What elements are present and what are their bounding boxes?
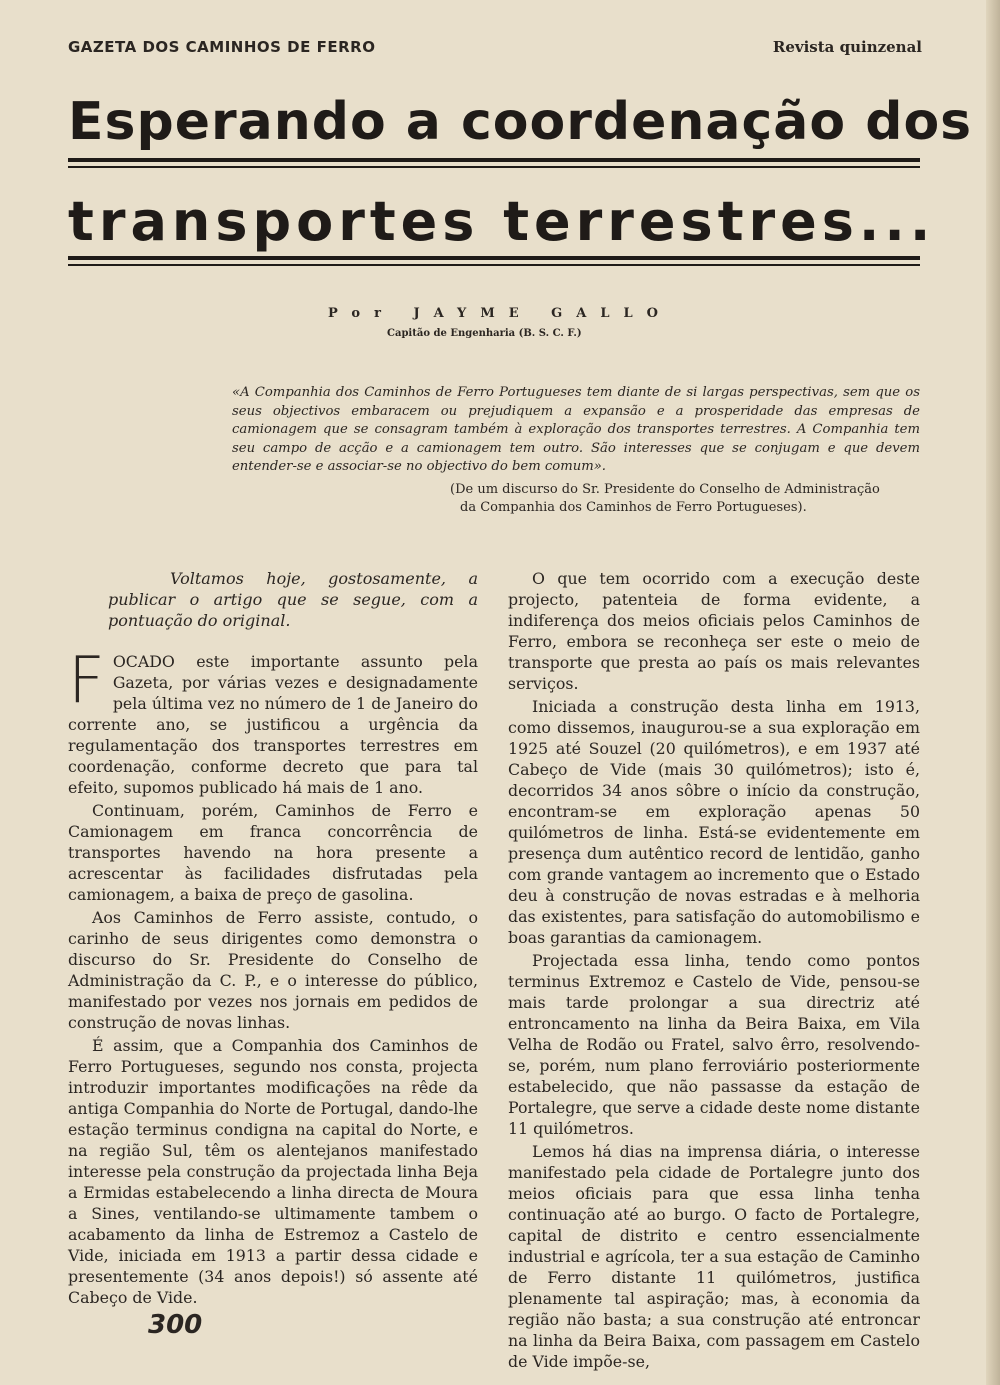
column-right (508, 568, 920, 1374)
paragraph-1-lead: OCADO (112, 652, 175, 671)
paragraph-2: Continuam, porém, Caminhos de Ferro e Camionagem em franca concorrência de transportes havendo na hora presente a acrescentar às facilidades disfrutadas pela camionagem, a baixa de preço de gasolina. (68, 801, 478, 904)
article-title-line2: transportes terrestres... (68, 190, 936, 253)
author-byline: Por JAYME GALLO (328, 306, 672, 321)
editor-intro: Voltamos hoje, gostosamente, a publicar o artigo que se segue, com a pontuação do original. (108, 569, 478, 630)
epigraph-attribution (450, 481, 920, 517)
paragraph-7: Projectada essa linha, tendo como pontos terminus Extremoz e Castelo de Vide, pensou-se mais tarde prolongar a sua directriz até entroncamento na linha da Beira Baixa, em Vila Velha de Rodão ou Fratel, salvo êrro, resolvendo-se, porém, num plano ferroviário posteriormente estabelecido, que não passasse da estação de Portalegre, que serve a cidade deste nome distante 11 quilómetros. (508, 951, 920, 1138)
paragraph-1 (68, 644, 478, 798)
journal-subtitle: Revista quinzenal (772, 38, 922, 56)
paragraph-1-text: este importante assunto pela Gazeta, por várias vezes e designadamente pela última vez no número de 1 de Janeiro do corrente ano, se justificou a urgência da regulamentação dos transportes terrestres em coordenação, conforme decreto que para tal efeito, supomos publicado há mais de 1 ano. (68, 652, 478, 797)
paragraph-5: O que tem ocorrido com a execução deste projecto, patenteia de forma evidente, a indiferença dos meios oficiais pelos Caminhos de Ferro, embora se reconheça ser este o meio de transporte que presta ao país os mais relevantes serviços. (508, 569, 920, 693)
title-rule-top (68, 158, 920, 162)
title-rule-bottom-thin (68, 264, 920, 266)
attribution-line1: (De um discurso do Sr. Presidente do Conselho de Administração (450, 482, 880, 497)
title-rule-bottom (68, 256, 920, 260)
page-edge (986, 0, 1000, 1385)
author-position: Capitão de Engenharia (B. S. C. F.) (387, 328, 582, 339)
paragraph-6: Iniciada a construção desta linha em 1913, como dissemos, inaugurou-se a sua exploração em 1925 até Souzel (20 quilómetros), e em 1937 até Cabeço de Vide (mais 30 quilómetros); isto é, decorridos 34 anos sôbre o início da construção, encontram-se em exploração apenas 50 quilómetros de linha. Está-se evidentemente em presença dum autêntico record de lentidão, ganho com grande vantagem ao incremento que o Estado deu à construção de novas estradas e à melhoria das existentes, para satisfação do automobilismo e boas garantias da camionagem. (508, 697, 920, 947)
page-number: 300 (148, 1310, 203, 1340)
title-rule-top-thin (68, 166, 920, 168)
drop-cap: F (68, 644, 105, 718)
paragraph-8: Lemos há dias na imprensa diária, o interesse manifestado pela cidade de Portalegre junto dos meios oficiais para que essa linha tenha continuação até ao burgo. O facto de Portalegre, capital de distrito e centro essencialmente industrial e agrícola, ter a sua estação de Caminho de Ferro distante 11 quilómetros, justifica plenamente tal aspiração; mas, à economia da região não basta; a sua construção até entroncar na linha da Beira Baixa, com passagem em Castelo de Vide impõe-se, (508, 1142, 920, 1371)
journal-title: GAZETA DOS CAMINHOS DE FERRO (68, 38, 376, 56)
column-left (68, 568, 478, 1310)
epigraph-quote: «A Companhia dos Caminhos de Ferro Portugueses tem diante de si largas perspectivas, sem que os seus objectivos embaracem ou prejudiquem a expansão e a prosperidade das empresas de camionagem que se consagram também à exploração dos transportes terrestres. A Companhia tem seu campo de acção e a camionagem tem outro. São interesses que se conjugam e que devem entender-se e associar-se no objectivo do bem comum». (232, 385, 920, 474)
attribution-line2: da Companhia dos Caminhos de Ferro Portugueses). (460, 500, 807, 515)
article-title-line1: Esperando a coordenação dos (68, 92, 973, 152)
paragraph-4: É assim, que a Companhia dos Caminhos de Ferro Portugueses, segundo nos consta, projecta introduzir importantes modificações na rêde da antiga Companhia do Norte de Portugal, dando-lhe estação terminus condigna na capital do Norte, e na região Sul, têm os alentejanos manifestado interesse pela construção da projectada linha Beja a Ermidas estabelecendo a linha directa de Moura a Sines, ventilando-se ultimamente tambem o acabamento da linha de Estremoz a Castelo de Vide, iniciada em 1913 a partir dessa cidade e presentemente (34 anos depois!) só assente até Cabeço de Vide. (68, 1036, 478, 1307)
paragraph-3: Aos Caminhos de Ferro assiste, contudo, o carinho de seus dirigentes como demonstra o discurso do Sr. Presidente do Conselho de Administração da C. P., e o interesse do público, manifestado por vezes nos jornais em pedidos de construção de novas linhas. (68, 908, 478, 1032)
